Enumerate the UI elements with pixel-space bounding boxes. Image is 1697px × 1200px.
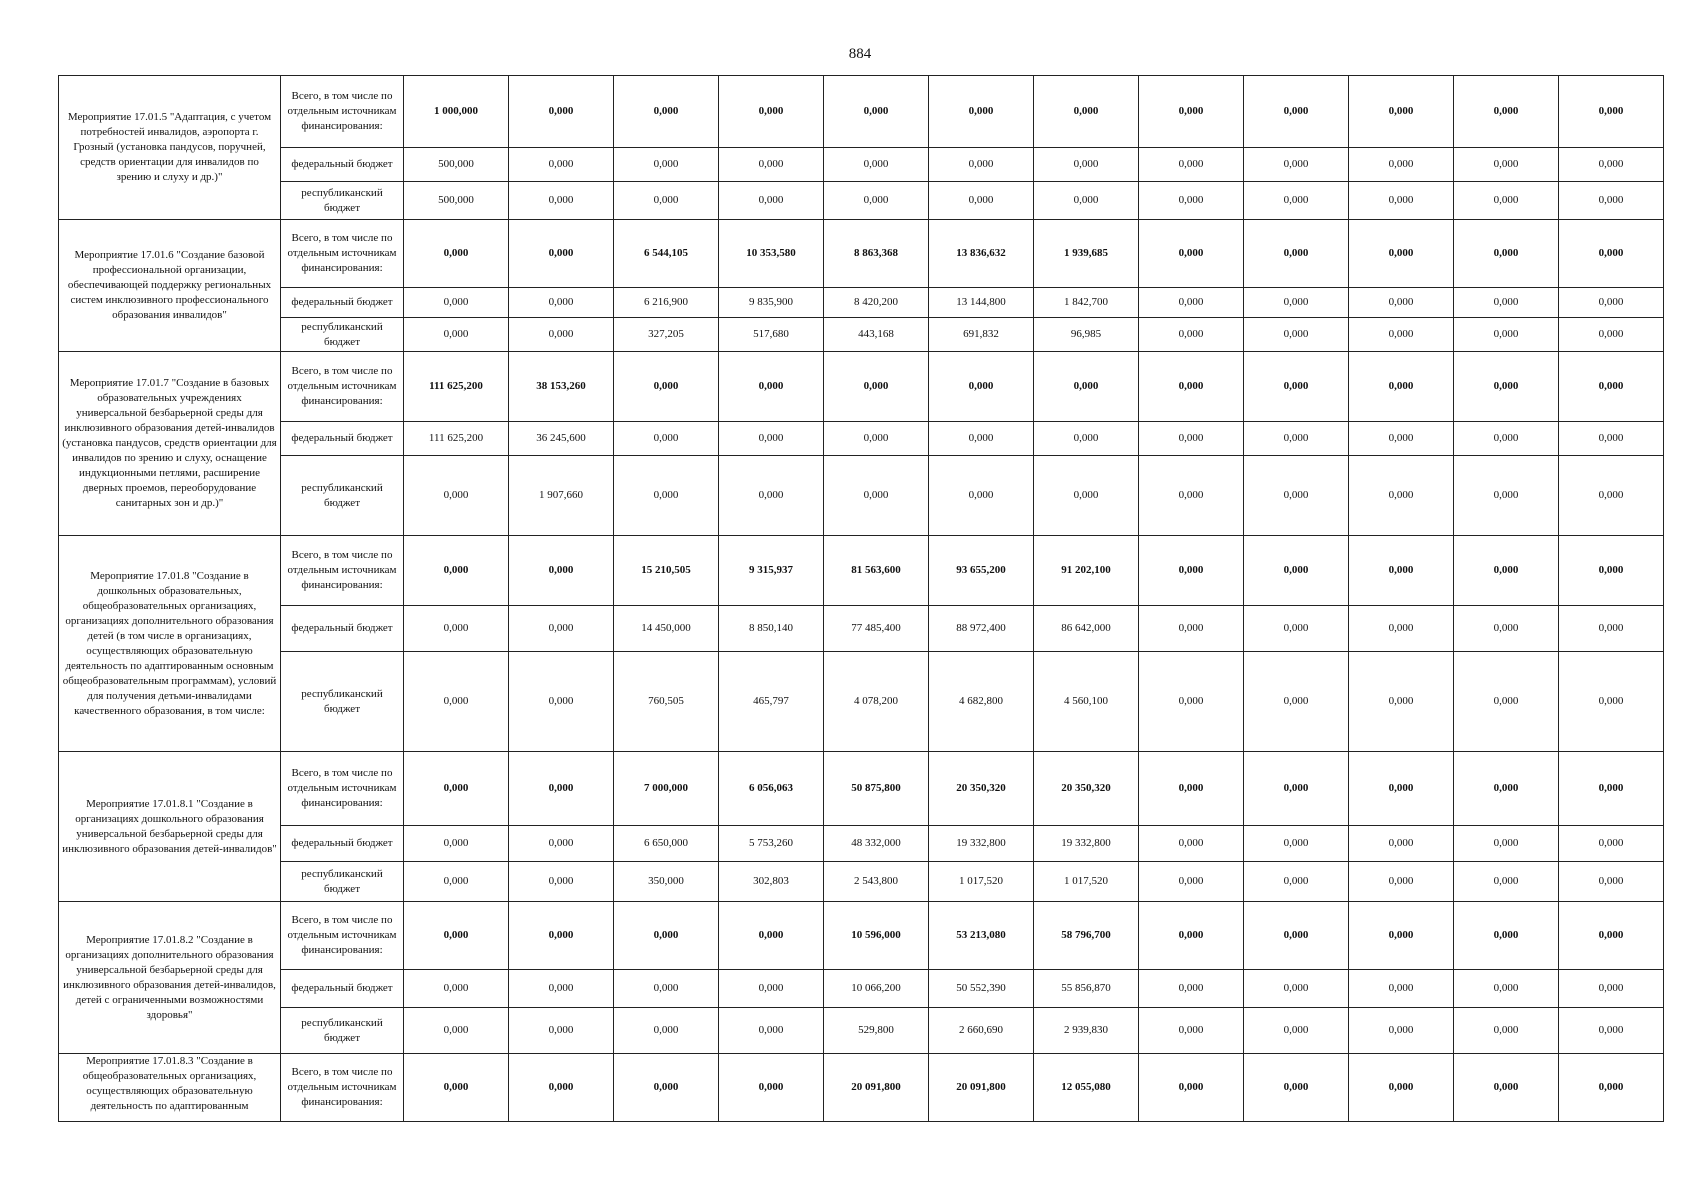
measure-name (59, 220, 281, 352)
amount-cell: 2 939,830 (1034, 1008, 1139, 1054)
amount-cell: 0,000 (1454, 752, 1559, 826)
amount-cell: 20 350,320 (929, 752, 1034, 826)
amount-cell: 0,000 (719, 182, 824, 220)
measure-text: Мероприятие 17.01.7 "Создание в базовых образовательных учреждениях универсальной безбарьерной среды для инклюзивного образования детей-инвалидов (установка пандусов, средств ориентации для инвалидов по зрению и слуху, оснащение индукционными петлями, расширение дверных проемов, переоборудование санитарных зон и др.)" (62, 377, 277, 509)
amount-cell: 0,000 (509, 76, 614, 148)
amount-cell: 0,000 (1559, 422, 1664, 456)
amount-cell: 77 485,400 (824, 606, 929, 652)
amount-cell: 0,000 (509, 606, 614, 652)
amount-cell: 0,000 (1139, 752, 1244, 826)
amount-cell: 0,000 (509, 970, 614, 1008)
amount-cell: 691,832 (929, 318, 1034, 352)
amount-cell: 0,000 (1139, 288, 1244, 318)
amount-cell: 0,000 (1559, 826, 1664, 862)
amount-cell: 0,000 (719, 902, 824, 970)
amount-cell: 20 091,800 (929, 1054, 1034, 1122)
amount-cell: 0,000 (1454, 1054, 1559, 1122)
amount-cell: 517,680 (719, 318, 824, 352)
amount-cell: 14 450,000 (614, 606, 719, 652)
amount-cell: 0,000 (1454, 536, 1559, 606)
amount-cell: 0,000 (1139, 970, 1244, 1008)
table-row (59, 148, 1664, 182)
measure-name (59, 902, 281, 1054)
amount-cell: 0,000 (1244, 1054, 1349, 1122)
amount-cell: 20 091,800 (824, 1054, 929, 1122)
amount-cell: 10 596,000 (824, 902, 929, 970)
amount-cell: 0,000 (1349, 970, 1454, 1008)
table-row (59, 318, 1664, 352)
amount-cell: 0,000 (1559, 902, 1664, 970)
amount-cell: 20 350,320 (1034, 752, 1139, 826)
amount-cell: 0,000 (1559, 862, 1664, 902)
amount-cell: 2 660,690 (929, 1008, 1034, 1054)
measure-name (59, 536, 281, 752)
amount-cell: 58 796,700 (1034, 902, 1139, 970)
amount-cell: 0,000 (1349, 220, 1454, 288)
table-row (59, 76, 1664, 148)
table-row (59, 182, 1664, 220)
amount-cell: 0,000 (1244, 76, 1349, 148)
amount-cell: 760,505 (614, 652, 719, 752)
amount-cell: 6 216,900 (614, 288, 719, 318)
amount-cell: 81 563,600 (824, 536, 929, 606)
page-number: 884 (848, 46, 872, 62)
source-label-republic: республиканский бюджет (281, 318, 404, 352)
amount-cell: 0,000 (929, 352, 1034, 422)
amount-cell: 0,000 (1139, 318, 1244, 352)
amount-cell: 0,000 (1139, 422, 1244, 456)
amount-cell: 5 753,260 (719, 826, 824, 862)
amount-cell: 0,000 (929, 456, 1034, 536)
amount-cell: 0,000 (824, 182, 929, 220)
amount-cell: 0,000 (509, 652, 614, 752)
amount-cell: 0,000 (1349, 182, 1454, 220)
amount-cell: 0,000 (614, 970, 719, 1008)
amount-cell: 0,000 (404, 318, 509, 352)
amount-cell: 0,000 (1349, 76, 1454, 148)
table-row (59, 422, 1664, 456)
source-label-total: Всего, в том числе по отдельным источникам финансирования: (281, 220, 404, 288)
amount-cell: 0,000 (1349, 606, 1454, 652)
amount-cell: 53 213,080 (929, 902, 1034, 970)
amount-cell: 0,000 (1559, 220, 1664, 288)
amount-cell: 0,000 (1559, 148, 1664, 182)
amount-cell: 0,000 (1559, 752, 1664, 826)
amount-cell: 0,000 (1349, 148, 1454, 182)
amount-cell: 0,000 (1244, 970, 1349, 1008)
amount-cell: 0,000 (1349, 456, 1454, 536)
amount-cell: 0,000 (404, 970, 509, 1008)
amount-cell: 0,000 (1559, 318, 1664, 352)
amount-cell: 0,000 (1244, 352, 1349, 422)
table-row (59, 456, 1664, 536)
amount-cell: 0,000 (404, 862, 509, 902)
amount-cell: 465,797 (719, 652, 824, 752)
amount-cell: 0,000 (614, 1054, 719, 1122)
amount-cell: 0,000 (1244, 536, 1349, 606)
amount-cell: 0,000 (1244, 752, 1349, 826)
table-row (59, 902, 1664, 970)
amount-cell: 0,000 (1034, 76, 1139, 148)
amount-cell: 0,000 (929, 148, 1034, 182)
amount-cell: 0,000 (1139, 456, 1244, 536)
amount-cell: 443,168 (824, 318, 929, 352)
measure-name (59, 352, 281, 536)
amount-cell: 6 056,063 (719, 752, 824, 826)
amount-cell: 0,000 (1349, 318, 1454, 352)
amount-cell: 0,000 (1559, 76, 1664, 148)
amount-cell: 0,000 (1034, 148, 1139, 182)
amount-cell: 0,000 (404, 902, 509, 970)
amount-cell: 0,000 (1454, 352, 1559, 422)
amount-cell: 36 245,600 (509, 422, 614, 456)
amount-cell: 1 939,685 (1034, 220, 1139, 288)
table-row (59, 220, 1664, 288)
amount-cell: 93 655,200 (929, 536, 1034, 606)
amount-cell: 0,000 (1244, 318, 1349, 352)
amount-cell: 0,000 (1454, 422, 1559, 456)
amount-cell: 0,000 (1454, 862, 1559, 902)
amount-cell: 0,000 (1454, 148, 1559, 182)
amount-cell: 10 066,200 (824, 970, 929, 1008)
amount-cell: 529,800 (824, 1008, 929, 1054)
amount-cell: 0,000 (1559, 182, 1664, 220)
amount-cell: 50 552,390 (929, 970, 1034, 1008)
amount-cell: 0,000 (719, 456, 824, 536)
amount-cell: 0,000 (614, 1008, 719, 1054)
amount-cell: 0,000 (1349, 752, 1454, 826)
amount-cell: 0,000 (509, 1054, 614, 1122)
amount-cell: 500,000 (404, 148, 509, 182)
amount-cell: 1 017,520 (1034, 862, 1139, 902)
amount-cell: 0,000 (404, 1054, 509, 1122)
amount-cell: 0,000 (1454, 220, 1559, 288)
source-label-federal: федеральный бюджет (281, 288, 404, 318)
measure-text: Мероприятие 17.01.8 "Создание в дошкольных образовательных, общеобразовательных организациях, организациях дополнительного образования детей (в том числе в организациях, осуществляющих образовательную деятельность по адаптированным основным общеобразовательным программам), условий для получения детьми-инвалидами качественного образования, в том числе: (62, 569, 277, 717)
amount-cell: 0,000 (1349, 902, 1454, 970)
amount-cell: 0,000 (1454, 76, 1559, 148)
amount-cell: 1 842,700 (1034, 288, 1139, 318)
source-label-total: Всего, в том числе по отдельным источникам финансирования: (281, 752, 404, 826)
amount-cell: 0,000 (404, 536, 509, 606)
amount-cell: 0,000 (404, 826, 509, 862)
amount-cell: 0,000 (1139, 652, 1244, 752)
amount-cell: 0,000 (404, 652, 509, 752)
amount-cell: 0,000 (1559, 288, 1664, 318)
amount-cell: 0,000 (1139, 1054, 1244, 1122)
amount-cell: 0,000 (509, 148, 614, 182)
amount-cell: 0,000 (1454, 182, 1559, 220)
amount-cell: 0,000 (1454, 652, 1559, 752)
amount-cell: 327,205 (614, 318, 719, 352)
amount-cell: 4 560,100 (1034, 652, 1139, 752)
amount-cell: 0,000 (614, 456, 719, 536)
amount-cell: 0,000 (1349, 1054, 1454, 1122)
amount-cell: 1 907,660 (509, 456, 614, 536)
amount-cell: 0,000 (1244, 288, 1349, 318)
source-label-republic: республиканский бюджет (281, 862, 404, 902)
table-row (59, 970, 1664, 1008)
amount-cell: 86 642,000 (1034, 606, 1139, 652)
amount-cell: 0,000 (404, 220, 509, 288)
amount-cell: 91 202,100 (1034, 536, 1139, 606)
amount-cell: 0,000 (614, 182, 719, 220)
amount-cell: 0,000 (1034, 182, 1139, 220)
source-label-republic: республиканский бюджет (281, 182, 404, 220)
amount-cell: 0,000 (404, 606, 509, 652)
amount-cell: 0,000 (614, 422, 719, 456)
table-row (59, 1008, 1664, 1054)
source-label-federal: федеральный бюджет (281, 422, 404, 456)
measure-text: Мероприятие 17.01.8.3 "Создание в общеобразовательных организациях, осуществляющих образовательную деятельность по адаптированным (82, 1055, 257, 1112)
amount-cell: 0,000 (509, 536, 614, 606)
amount-cell: 0,000 (1349, 826, 1454, 862)
source-label-federal: федеральный бюджет (281, 970, 404, 1008)
amount-cell: 19 332,800 (929, 826, 1034, 862)
amount-cell: 1 000,000 (404, 76, 509, 148)
amount-cell: 0,000 (719, 422, 824, 456)
source-label-federal: федеральный бюджет (281, 148, 404, 182)
amount-cell: 0,000 (509, 220, 614, 288)
measure-name (59, 752, 281, 902)
source-label-federal: федеральный бюджет (281, 826, 404, 862)
amount-cell: 0,000 (719, 352, 824, 422)
amount-cell: 0,000 (404, 288, 509, 318)
amount-cell: 0,000 (1139, 182, 1244, 220)
amount-cell: 0,000 (1349, 652, 1454, 752)
source-label-republic: республиканский бюджет (281, 1008, 404, 1054)
amount-cell: 0,000 (1244, 826, 1349, 862)
amount-cell: 0,000 (1454, 456, 1559, 536)
amount-cell: 0,000 (1034, 422, 1139, 456)
amount-cell: 0,000 (1244, 1008, 1349, 1054)
amount-cell: 0,000 (1559, 652, 1664, 752)
amount-cell: 55 856,870 (1034, 970, 1139, 1008)
amount-cell: 4 078,200 (824, 652, 929, 752)
amount-cell: 88 972,400 (929, 606, 1034, 652)
amount-cell: 0,000 (509, 826, 614, 862)
amount-cell: 0,000 (1139, 826, 1244, 862)
table-row (59, 606, 1664, 652)
amount-cell: 0,000 (509, 288, 614, 318)
amount-cell: 9 835,900 (719, 288, 824, 318)
amount-cell: 0,000 (1139, 220, 1244, 288)
amount-cell: 0,000 (509, 862, 614, 902)
amount-cell: 0,000 (509, 902, 614, 970)
amount-cell: 0,000 (614, 148, 719, 182)
amount-cell: 9 315,937 (719, 536, 824, 606)
amount-cell: 0,000 (1454, 970, 1559, 1008)
table-row (59, 652, 1664, 752)
table-row (59, 352, 1664, 422)
amount-cell: 0,000 (1349, 288, 1454, 318)
amount-cell: 0,000 (404, 456, 509, 536)
measure-text: Мероприятие 17.01.8.1 "Создание в организациях дошкольного образования универсальной безбарьерной среды для инклюзивного образования детей-инвалидов" (62, 797, 277, 855)
amount-cell: 15 210,505 (614, 536, 719, 606)
amount-cell: 0,000 (929, 76, 1034, 148)
amount-cell: 6 650,000 (614, 826, 719, 862)
amount-cell: 38 153,260 (509, 352, 614, 422)
amount-cell: 48 332,000 (824, 826, 929, 862)
amount-cell: 0,000 (1349, 862, 1454, 902)
amount-cell: 111 625,200 (404, 422, 509, 456)
amount-cell: 0,000 (1454, 318, 1559, 352)
amount-cell: 0,000 (1139, 606, 1244, 652)
table-row (59, 862, 1664, 902)
table-row (59, 536, 1664, 606)
amount-cell: 0,000 (1454, 826, 1559, 862)
amount-cell: 0,000 (404, 1008, 509, 1054)
amount-cell: 350,000 (614, 862, 719, 902)
amount-cell: 0,000 (1244, 148, 1349, 182)
amount-cell: 0,000 (719, 970, 824, 1008)
amount-cell: 0,000 (1139, 352, 1244, 422)
amount-cell: 0,000 (1244, 606, 1349, 652)
amount-cell: 0,000 (509, 318, 614, 352)
amount-cell: 0,000 (614, 902, 719, 970)
amount-cell: 1 017,520 (929, 862, 1034, 902)
table-row (59, 752, 1664, 826)
amount-cell: 0,000 (1454, 1008, 1559, 1054)
amount-cell: 0,000 (1559, 456, 1664, 536)
amount-cell: 8 850,140 (719, 606, 824, 652)
amount-cell: 0,000 (509, 752, 614, 826)
amount-cell: 12 055,080 (1034, 1054, 1139, 1122)
amount-cell: 4 682,800 (929, 652, 1034, 752)
amount-cell: 0,000 (1454, 902, 1559, 970)
amount-cell: 0,000 (1559, 1054, 1664, 1122)
measure-text: Мероприятие 17.01.8.2 "Создание в организациях дополнительного образования универсальной безбарьерной среды для инклюзивного образования детей-инвалидов, детей с ограниченными возможностями здоровья" (63, 933, 276, 1021)
source-label-republic: республиканский бюджет (281, 652, 404, 752)
amount-cell: 0,000 (1244, 902, 1349, 970)
amount-cell: 0,000 (614, 76, 719, 148)
amount-cell: 302,803 (719, 862, 824, 902)
amount-cell: 2 543,800 (824, 862, 929, 902)
amount-cell: 7 000,000 (614, 752, 719, 826)
amount-cell: 0,000 (614, 352, 719, 422)
source-label-total: Всего, в том числе по отдельным источникам финансирования: (281, 536, 404, 606)
amount-cell: 0,000 (1139, 536, 1244, 606)
amount-cell: 8 420,200 (824, 288, 929, 318)
amount-cell: 0,000 (824, 456, 929, 536)
measure-text: Мероприятие 17.01.6 "Создание базовой профессиональной организации, обеспечивающей поддержку региональных систем инклюзивного профессионального образования инвалидов" (67, 249, 272, 321)
amount-cell: 0,000 (719, 1008, 824, 1054)
amount-cell: 0,000 (1034, 456, 1139, 536)
measure-name (59, 76, 281, 220)
source-label-total: Всего, в том числе по отдельным источникам финансирования: (281, 902, 404, 970)
amount-cell: 19 332,800 (1034, 826, 1139, 862)
amount-cell: 96,985 (1034, 318, 1139, 352)
amount-cell: 0,000 (824, 352, 929, 422)
measure-name (59, 1054, 281, 1122)
amount-cell: 50 875,800 (824, 752, 929, 826)
amount-cell: 13 144,800 (929, 288, 1034, 318)
amount-cell: 0,000 (1349, 536, 1454, 606)
amount-cell: 0,000 (1559, 970, 1664, 1008)
amount-cell: 0,000 (1349, 352, 1454, 422)
amount-cell: 0,000 (1139, 862, 1244, 902)
amount-cell: 0,000 (1559, 606, 1664, 652)
amount-cell: 0,000 (509, 1008, 614, 1054)
measure-text: Мероприятие 17.01.5 "Адаптация, с учетом потребностей инвалидов, аэропорта г. Грозный (установка пандусов, поручней, средств ориентации для инвалидов по зрению и слуху и др.)" (67, 111, 272, 183)
amount-cell: 0,000 (1454, 288, 1559, 318)
amount-cell: 0,000 (929, 422, 1034, 456)
source-label-total: Всего, в том числе по отдельным источникам финансирования: (281, 1054, 404, 1122)
source-label-federal: федеральный бюджет (281, 606, 404, 652)
amount-cell: 0,000 (1559, 536, 1664, 606)
amount-cell: 0,000 (1244, 422, 1349, 456)
amount-cell: 0,000 (929, 182, 1034, 220)
amount-cell: 111 625,200 (404, 352, 509, 422)
amount-cell: 0,000 (1454, 606, 1559, 652)
source-label-total: Всего, в том числе по отдельным источникам финансирования: (281, 352, 404, 422)
amount-cell: 13 836,632 (929, 220, 1034, 288)
amount-cell: 0,000 (509, 182, 614, 220)
amount-cell: 0,000 (1349, 422, 1454, 456)
table-row (59, 826, 1664, 862)
amount-cell: 0,000 (824, 148, 929, 182)
amount-cell: 0,000 (824, 422, 929, 456)
amount-cell: 0,000 (404, 752, 509, 826)
table-row (59, 1054, 1664, 1122)
amount-cell: 0,000 (1034, 352, 1139, 422)
source-label-republic: республиканский бюджет (281, 456, 404, 536)
source-label-total: Всего, в том числе по отдельным источникам финансирования: (281, 76, 404, 148)
amount-cell: 0,000 (824, 76, 929, 148)
amount-cell: 500,000 (404, 182, 509, 220)
amount-cell: 0,000 (719, 1054, 824, 1122)
amount-cell: 0,000 (719, 148, 824, 182)
amount-cell: 0,000 (1244, 862, 1349, 902)
amount-cell: 0,000 (1139, 148, 1244, 182)
amount-cell: 0,000 (1244, 652, 1349, 752)
amount-cell: 0,000 (1139, 902, 1244, 970)
table-row (59, 288, 1664, 318)
amount-cell: 0,000 (1244, 182, 1349, 220)
amount-cell: 0,000 (1244, 456, 1349, 536)
amount-cell: 0,000 (1559, 1008, 1664, 1054)
amount-cell: 8 863,368 (824, 220, 929, 288)
amount-cell: 0,000 (1139, 76, 1244, 148)
amount-cell: 0,000 (1559, 352, 1664, 422)
amount-cell: 6 544,105 (614, 220, 719, 288)
amount-cell: 10 353,580 (719, 220, 824, 288)
funding-table (58, 75, 1664, 1122)
amount-cell: 0,000 (719, 76, 824, 148)
amount-cell: 0,000 (1244, 220, 1349, 288)
amount-cell: 0,000 (1139, 1008, 1244, 1054)
amount-cell: 0,000 (1349, 1008, 1454, 1054)
